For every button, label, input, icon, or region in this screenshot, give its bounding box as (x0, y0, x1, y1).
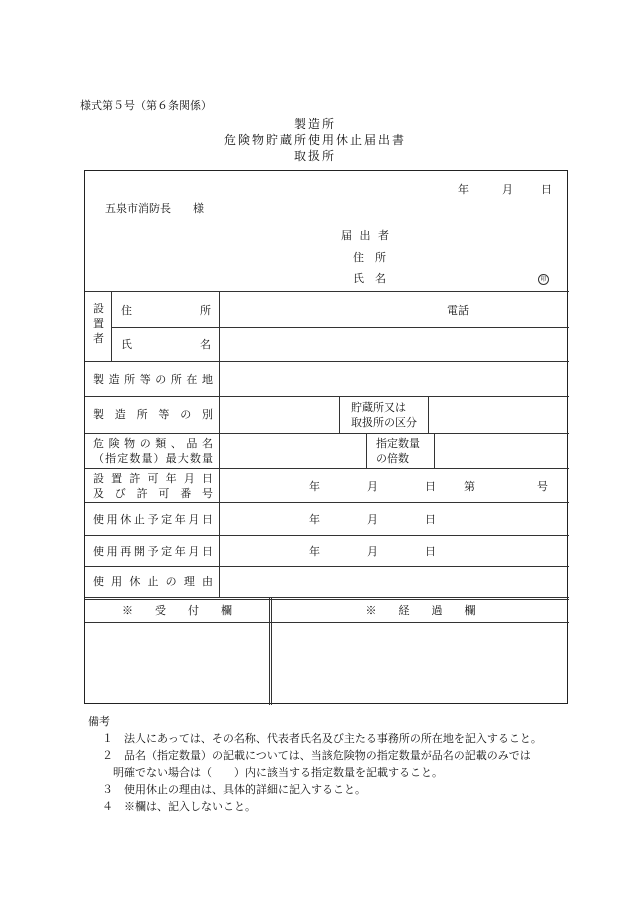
facility-type-label: 製造所等の別 (93, 408, 213, 421)
progress-column-header: ※ 経 過 欄 (365, 604, 476, 617)
title-line-3: 取扱所 (293, 149, 336, 163)
date-day: 日 (541, 183, 552, 196)
form-frame (84, 170, 568, 704)
title-line-2: 危険物貯蔵所使用休止届出書 (223, 133, 406, 147)
notes-heading: 備考 (88, 715, 110, 728)
resume-year: 年 (309, 545, 320, 558)
resume-month: 月 (367, 545, 378, 558)
notes-section (88, 713, 542, 815)
note-item: ４ ※欄は、記入しないこと。 (102, 800, 256, 813)
multiple-label-1: 指定数量 (376, 437, 420, 450)
notifier-name-label: 氏 名 (353, 272, 386, 285)
reason-label: 使用休止の理由 (93, 575, 213, 588)
multiple-label-2: の倍数 (376, 452, 409, 465)
phone-label: 電話 (447, 304, 469, 317)
title-line-1: 製造所 (293, 117, 336, 131)
installer-address-label: 住 所 (121, 304, 211, 317)
note-item: 明確でない場合は（ ）内に該当する指定数量を記載すること。 (102, 766, 443, 779)
permit-number-suffix: 号 (537, 480, 548, 493)
form-number: 様式第５号（第６条関係） (80, 99, 212, 112)
date-year: 年 (458, 183, 469, 196)
suspend-year: 年 (309, 513, 320, 526)
date-month: 月 (502, 183, 513, 196)
notifier-label: 届 出 者 (341, 229, 391, 242)
notifier-address-label: 住 所 (353, 251, 386, 264)
storage-class-label-2: 取扱所の区分 (351, 416, 417, 429)
storage-class-label-1: 貯蔵所又は (351, 401, 406, 414)
hazmat-label-1: 危険物の類、品名 (93, 437, 213, 450)
addressee: 五泉市消防長 様 (105, 202, 204, 215)
receipt-column-header: ※ 受 付 欄 (122, 604, 232, 617)
permit-month: 月 (367, 480, 378, 493)
location-label: 製造所等の所在地 (93, 373, 213, 386)
installer-label: 設置者 (93, 302, 104, 345)
permit-day: 日 (425, 480, 436, 493)
installer-name-label: 氏 名 (121, 338, 211, 351)
permit-label-1: 設置許可年月日 (93, 472, 213, 485)
suspend-month: 月 (367, 513, 378, 526)
note-item: ３ 使用休止の理由は、具体的詳細に記入すること。 (102, 783, 366, 796)
permit-year: 年 (309, 480, 320, 493)
permit-number-prefix: 第 (464, 480, 475, 493)
hazmat-label-2: （指定数量）最大数量 (93, 452, 213, 465)
seal-mark (538, 271, 549, 285)
note-item: ２ 品名（指定数量）の記載については、当該危険物の指定数量が品名の記載のみでは (102, 749, 531, 762)
seal-icon: 印 (538, 274, 549, 285)
suspend-date-label: 使用休止予定年月日 (93, 513, 213, 526)
resume-date-label: 使用再開予定年月日 (93, 545, 213, 558)
suspend-day: 日 (425, 513, 436, 526)
resume-day: 日 (425, 545, 436, 558)
note-item: １ 法人にあっては、その名称、代表者氏名及び主たる事務所の所在地を記入すること。 (102, 732, 542, 745)
permit-label-2: 及び許可番号 (93, 487, 213, 500)
